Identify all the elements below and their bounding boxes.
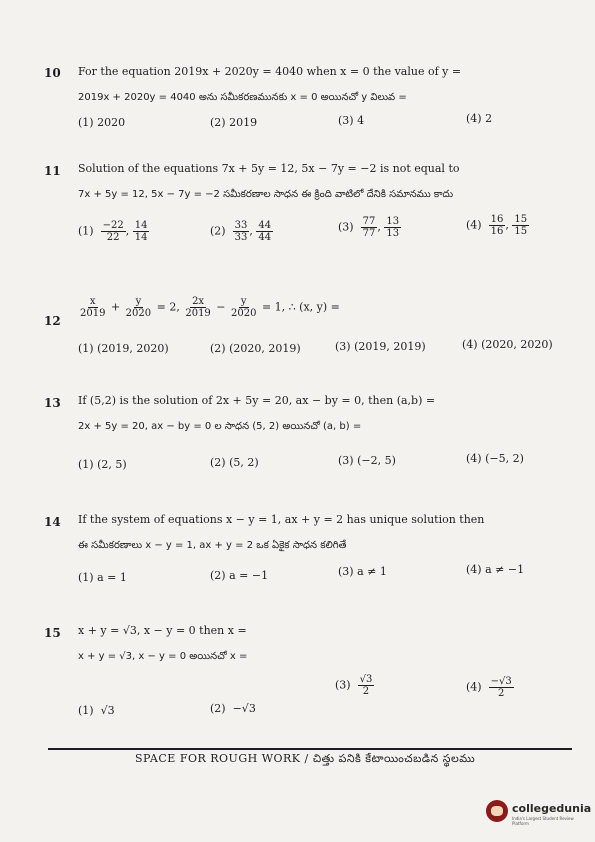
option-3[interactable]: (3) (2019, 2019): [335, 340, 426, 353]
option-1[interactable]: (1) (2019, 2020): [78, 342, 169, 355]
option-2[interactable]: (2) a = −1: [210, 569, 269, 582]
option-1[interactable]: (1) √3: [78, 704, 115, 717]
option-2[interactable]: (2) (5, 2): [210, 456, 259, 469]
fraction: $\frac{-√3}{2}$: [490, 676, 512, 699]
rough-work-label: SPACE FOR ROUGH WORK / చిత్తు పనికి కేటాయించబడిన స్థలము: [135, 752, 476, 765]
option-3[interactable]: (3) (−2, 5): [338, 454, 396, 467]
option-4[interactable]: (4) a ≠ −1: [466, 563, 525, 576]
fraction: $\frac{14}{14}$: [134, 220, 148, 243]
option-2[interactable]: (2) 2019: [210, 116, 258, 129]
fraction: $\frac{33}{33}$: [234, 220, 248, 243]
option-1[interactable]: (1) 2020: [78, 116, 126, 129]
question-number: 14: [44, 515, 61, 529]
option-3[interactable]: (3) $\frac{√3}{2}$: [335, 674, 373, 697]
collegedunia-logo: [486, 800, 592, 830]
logo-tagline: India's Largest Student Review Platform: [512, 816, 574, 826]
fraction: $\frac{-22}{22}$: [102, 220, 124, 243]
option-3[interactable]: (3) a ≠ 1: [338, 565, 387, 578]
fraction: $\frac{13}{13}$: [386, 216, 400, 239]
divider-line: [48, 748, 572, 750]
fraction: $\frac{44}{44}$: [258, 220, 272, 243]
question-text-te: x + y = √3, x − y = 0 అయినచో x =: [78, 651, 248, 662]
logo-mascot-icon: [486, 800, 508, 822]
question-text-en: x + y = √3, x − y = 0 then x =: [78, 624, 247, 637]
option-1[interactable]: (1) a = 1: [78, 571, 127, 584]
option-3[interactable]: (3) 4: [338, 114, 365, 127]
question-text-te: ఈ సమీకరణాలు x − y = 1, ax + y = 2 ఒక ఏకైక సాధన కలిగితే: [78, 540, 347, 551]
question-text-te: 2019x + 2020y = 4040 అను సమీకరణమునకు x = 0 అయినచో y విలువ =: [78, 92, 407, 103]
question-number: 11: [44, 164, 61, 178]
option-4[interactable]: (4) (2020, 2020): [462, 338, 553, 351]
option-1[interactable]: (1) (2, 5): [78, 458, 127, 471]
option-4[interactable]: (4) (−5, 2): [466, 452, 524, 465]
fraction: $\frac{√3}{2}$: [359, 674, 373, 697]
question-text-te: 7x + 5y = 12, 5x − 7y = −2 సమీకరణాల సాధన ఈ క్రింది వాటిలో దేనికి సమానము కాదు: [78, 189, 454, 200]
question-number: 10: [44, 66, 61, 80]
option-2[interactable]: (2) (2020, 2019): [210, 342, 301, 355]
question-equation: $\frac{x}{2019}$ + $\frac{y}{2020}$ = 2, $\frac{2x}{2019}$ − $\frac{y}{2020}$ = 1, ∴ (x, y) =: [80, 296, 340, 319]
option-2[interactable]: (2) −√3: [210, 702, 256, 715]
question-text-te: 2x + 5y = 20, ax − by = 0 ల సాధన (5, 2) అయినచో (a, b) =: [78, 421, 362, 432]
question-number: 12: [44, 314, 61, 328]
option-4[interactable]: (4) $\frac{-√3}{2}$: [466, 676, 512, 699]
option-1[interactable]: (1) $\frac{-22}{22}$ , $\frac{14}{14}$: [78, 220, 148, 243]
question-number: 15: [44, 626, 61, 640]
logo-brand-name: collegedunia: [512, 802, 592, 815]
option-3[interactable]: (3) $\frac{77}{77}$ , $\frac{13}{13}$: [338, 216, 400, 239]
question-text-en: For the equation 2019x + 2020y = 4040 when x = 0 the value of y =: [78, 65, 462, 78]
question-text-en: Solution of the equations 7x + 5y = 12, 5x − 7y = −2 is not equal to: [78, 162, 460, 175]
question-text-en: If (5,2) is the solution of 2x + 5y = 20, ax − by = 0, then (a,b) =: [78, 394, 436, 407]
option-4[interactable]: (4) $\frac{16}{16}$ , $\frac{15}{15}$: [466, 214, 528, 237]
option-2[interactable]: (2) $\frac{33}{33}$ , $\frac{44}{44}$: [210, 220, 272, 243]
fraction: $\frac{77}{77}$: [362, 216, 376, 239]
question-number: 13: [44, 396, 61, 410]
option-4[interactable]: (4) 2: [466, 112, 493, 125]
question-text-en: If the system of equations x − y = 1, ax + y = 2 has unique solution then: [78, 513, 485, 526]
fraction: $\frac{15}{15}$: [514, 214, 528, 237]
fraction: $\frac{16}{16}$: [490, 214, 504, 237]
